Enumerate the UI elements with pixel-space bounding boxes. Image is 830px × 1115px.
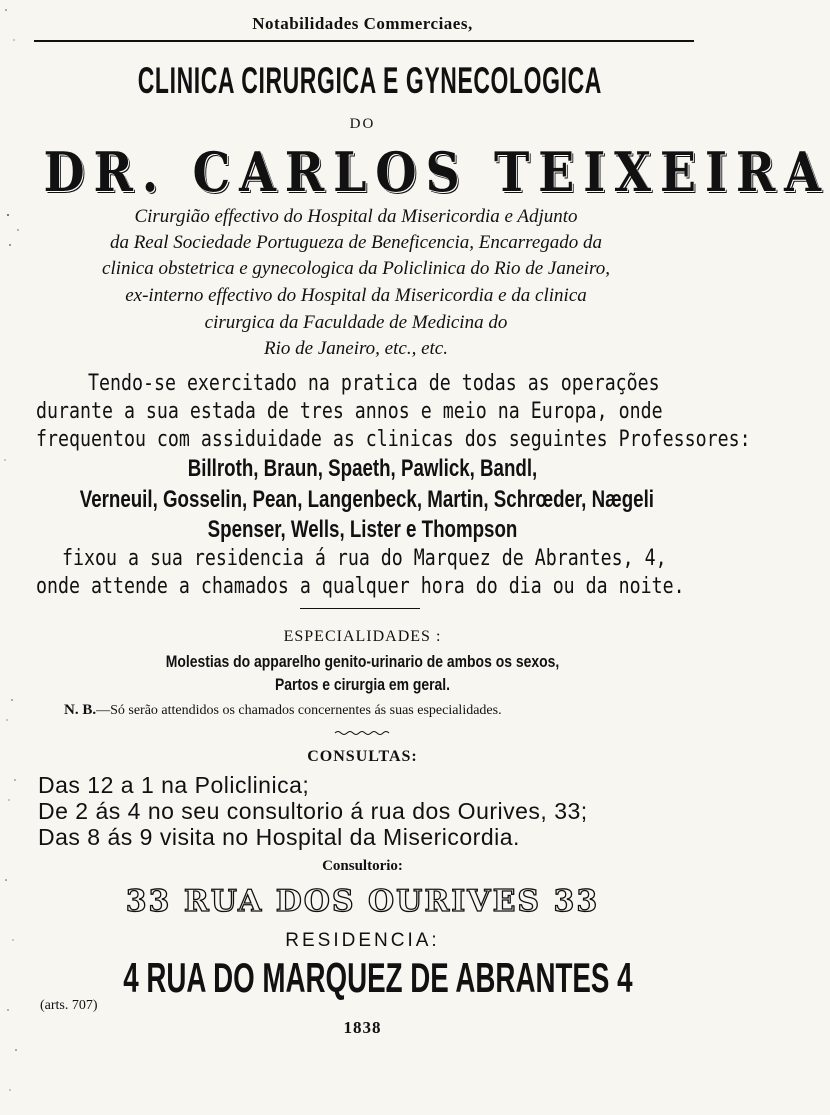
doctor-name: DR. CARLOS TEIXEIRA (43, 140, 830, 204)
running-title: Notabilidades Commerciaes, (252, 14, 473, 33)
body-line: durante a sua estada de tres annos e meio na Europa, onde (36, 399, 663, 424)
nota-bene (64, 702, 502, 719)
consultas-heading: CONSULTAS: (307, 748, 418, 765)
clinic-title: CLINICA CIRURGICA E GYNECOLOGICA (137, 60, 602, 101)
residence-text-line: fixou a sua residencia á rua do Marquez de Abrantes, 4, (62, 546, 667, 571)
residence-text-line: onde attende a chamados a qualquer hora do dia ou da noite. (36, 574, 685, 599)
residence-heading: RESIDENCIA: (285, 930, 440, 951)
credential-line: Cirurgião effectivo do Hospital da Misericordia e Adjunto (134, 206, 578, 227)
ad-number: 1838 (343, 1018, 382, 1037)
header-rule (34, 40, 694, 42)
specialties-heading: ESPECIALIDADES : (283, 628, 442, 645)
office-address: 33 RUA DOS OURIVES 33 (125, 884, 600, 919)
credential-line: clinica obstetrica e gynecologica da Policlinica do Rio de Janeiro, (102, 258, 610, 279)
office-heading: Consultorio: (322, 858, 403, 874)
specialty-line: Molestias do apparelho genito-urinario de ambos os sexos, (165, 652, 560, 671)
body-line: Tendo-se exercitado na pratica de todas as operações (88, 371, 660, 396)
nota-bene-text: —Só serão attendidos os chamados concernentes ás suas especialidades. (96, 703, 502, 718)
professors-line: Billroth, Braun, Spaeth, Pawlick, Bandl, (187, 455, 538, 482)
wavy-divider (335, 730, 391, 736)
credential-line: Rio de Janeiro, etc., etc. (264, 338, 448, 359)
credential-line: ex-interno effectivo do Hospital da Misericordia e da clinica (125, 285, 587, 306)
nota-bene-label: N. B. (64, 702, 97, 718)
consultation-line: De 2 ás 4 no seu consultorio á rua dos Ourives, 33; (38, 798, 588, 824)
residence-address: 4 RUA DO MARQUEZ DE ABRANTES 4 (123, 954, 633, 1001)
consultation-line: Das 12 a 1 na Policlinica; (38, 772, 310, 798)
credential-line: cirurgica da Faculdade de Medicina do (204, 312, 508, 333)
body-line: frequentou com assiduidade as clinicas dos seguintes Professores: (36, 427, 751, 452)
professors-line: Spenser, Wells, Lister e Thompson (207, 516, 518, 543)
connector-word: DO (349, 116, 376, 132)
article-reference: (arts. 707) (40, 998, 98, 1013)
consultation-line: Das 8 ás 9 visita no Hospital da Misericordia. (38, 824, 520, 850)
professors-line: Verneuil, Gosselin, Pean, Langenbeck, Martin, Schrœder, Nægeli (79, 486, 655, 513)
credential-line: da Real Sociedade Portugueza de Beneficencia, Encarregado da (109, 232, 603, 253)
section-divider (300, 608, 420, 609)
specialty-line: Partos e cirurgia em geral. (274, 675, 451, 694)
